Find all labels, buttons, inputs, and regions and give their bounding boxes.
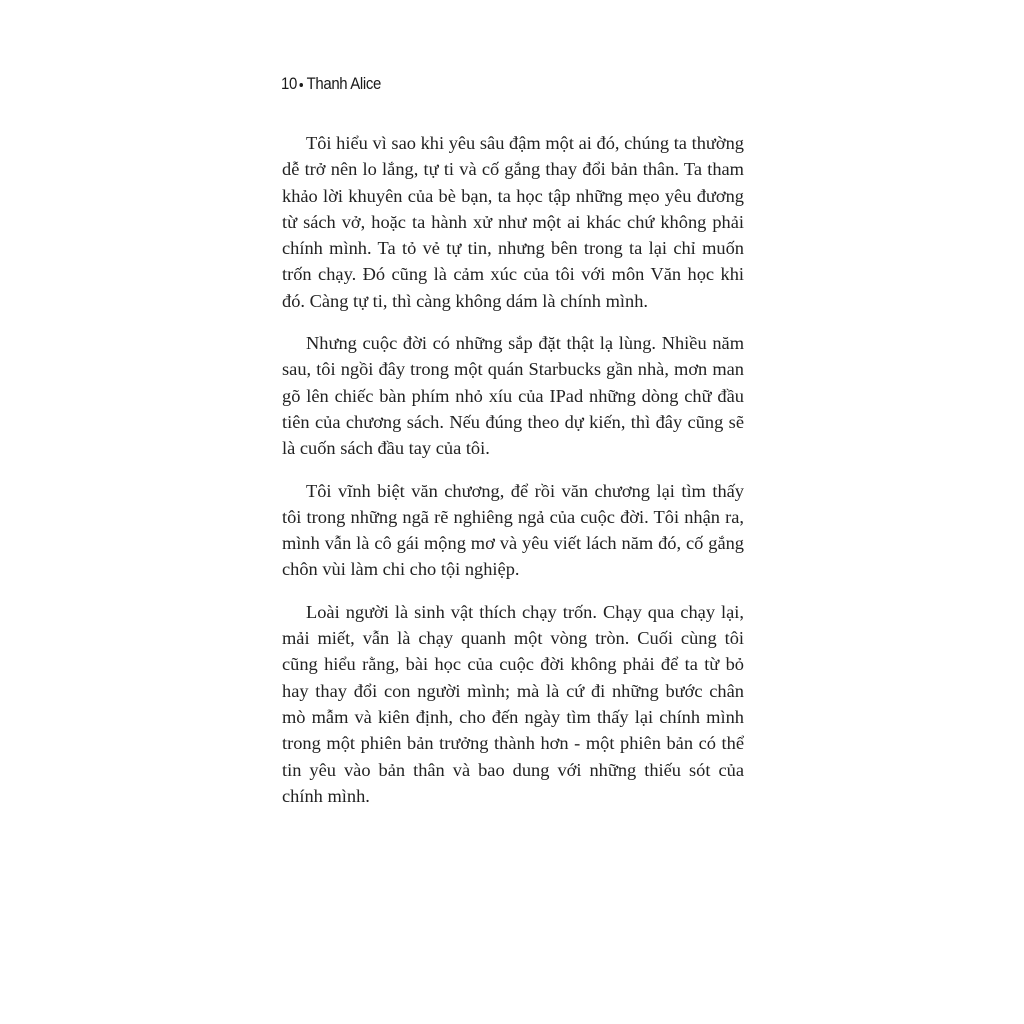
- bullet-separator-icon: [300, 83, 304, 87]
- paragraph: Tôi vĩnh biệt văn chương, để rồi văn chương lại tìm thấy tôi trong những ngã rẽ nghiêng ngả của cuộc đời. Tôi nhận ra, mình vẫn là cô gái mộng mơ và yêu viết lách năm đó, cố gắng chôn vùi làm chi cho tội nghiệp.: [282, 480, 744, 580]
- paragraph: Nhưng cuộc đời có những sắp đặt thật lạ lùng. Nhiều năm sau, tôi ngồi đây trong một quán Starbucks gần nhà, mơn man gõ lên chiếc bàn phím nhỏ xíu của IPad những dòng chữ đầu tiên của chương sách. Nếu đúng theo dự kiến, thì đây cũng sẽ là cuốn sách đầu tay của tôi.: [282, 333, 744, 459]
- body-text: [282, 130, 744, 825]
- author-name: Thanh Alice: [306, 74, 381, 93]
- page-number: 10: [281, 74, 297, 93]
- paragraph: Tôi hiểu vì sao khi yêu sâu đậm một ai đó, chúng ta thường dễ trở nên lo lắng, tự ti và cố gắng thay đổi bản thân. Ta tham khảo lời khuyên của bè bạn, ta học tập những mẹo yêu đương từ sách vở, hoặc ta hành xử như một ai khác chứ không phải chính mình. Ta tỏ vẻ tự tin, nhưng bên trong ta lại chỉ muốn trốn chạy. Đó cũng là cảm xúc của tôi với môn Văn học khi đó. Càng tự ti, thì càng không dám là chính mình.: [282, 133, 744, 311]
- running-head: [281, 74, 381, 94]
- paragraph: Loài người là sinh vật thích chạy trốn. Chạy qua chạy lại, mải miết, vẫn là chạy quanh một vòng tròn. Cuối cùng tôi cũng hiểu rằng, bài học của cuộc đời không phải để ta từ bỏ hay thay đổi con người mình; mà là cứ đi những bước chân mò mẫm và kiên định, cho đến ngày tìm thấy lại chính mình trong một phiên bản trưởng thành hơn - một phiên bản có thể tin yêu vào bản thân và bao dung với những thiếu sót của chính mình.: [282, 601, 744, 806]
